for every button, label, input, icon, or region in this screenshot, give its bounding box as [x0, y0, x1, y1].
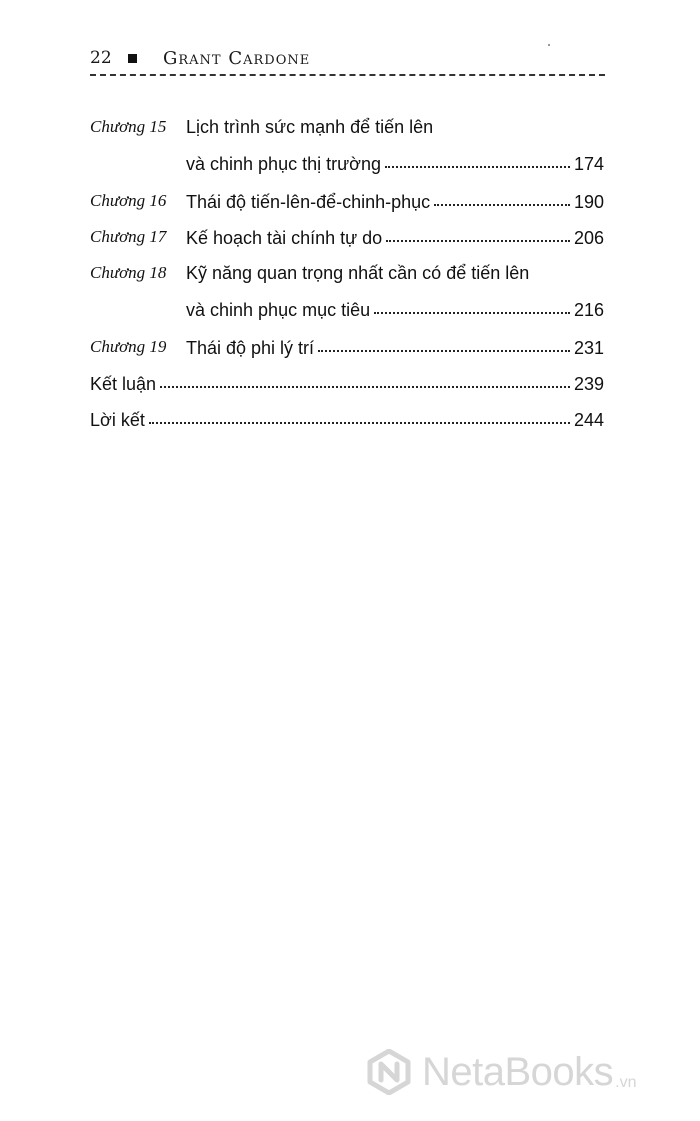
- square-bullet-icon: [128, 54, 137, 63]
- leader-dots: [434, 184, 570, 206]
- watermark: [366, 1042, 686, 1102]
- chapter-title: Thái độ phi lý trí: [186, 338, 315, 358]
- leader-dots: [318, 330, 570, 352]
- watermark-suffix: .vn: [615, 1074, 637, 1091]
- chapter-title: Kế hoạch tài chính tự do: [186, 228, 383, 248]
- toc-entry-ch15[interactable]: [90, 112, 604, 142]
- page-header: [90, 46, 605, 72]
- toc-entry-ch19[interactable]: [90, 332, 604, 362]
- watermark-text: NetaBooks: [422, 1049, 614, 1094]
- page-ref: 174: [573, 154, 604, 174]
- chapter-title: Lịch trình sức mạnh để tiến lên: [186, 117, 434, 137]
- leader-dots: [149, 402, 570, 424]
- toc-entry-ch18[interactable]: [90, 258, 604, 288]
- leader-dots: [386, 220, 570, 242]
- chapter-label: Chương 16: [90, 191, 167, 210]
- page-number: 22: [90, 48, 112, 68]
- page-ref: 216: [573, 300, 604, 320]
- page-ref: 231: [573, 338, 604, 358]
- chapter-label: Chương 15: [90, 117, 167, 136]
- chapter-title-cont: và chinh phục mục tiêu: [186, 300, 371, 320]
- chapter-title-cont: và chinh phục thị trường: [186, 154, 381, 174]
- page-ref: 190: [573, 192, 604, 212]
- page-ref: 244: [573, 410, 604, 430]
- netabooks-logo-icon: [366, 1049, 412, 1095]
- toc-entry-ch16[interactable]: [90, 186, 604, 216]
- toc-entry-conclusion[interactable]: [90, 368, 604, 398]
- chapter-label: Chương 19: [90, 337, 167, 356]
- page-ref: 239: [573, 374, 604, 394]
- toc-entry-ch15-cont[interactable]: [90, 148, 604, 178]
- page-ref: 206: [573, 228, 604, 248]
- chapter-title: Thái độ tiến-lên-để-chinh-phục: [186, 192, 431, 212]
- toc-entry-afterword[interactable]: [90, 404, 604, 434]
- chapter-title: Kỹ năng quan trọng nhất cần có để tiến lên: [186, 263, 530, 283]
- toc-entry-ch17[interactable]: [90, 222, 604, 252]
- toc-entry-ch18-cont[interactable]: [90, 294, 604, 324]
- leader-dots: [374, 292, 570, 314]
- leader-dots: [160, 366, 570, 388]
- leader-dots: [385, 146, 570, 168]
- print-speck: [548, 44, 550, 46]
- header-divider: [90, 74, 605, 76]
- running-head-author: Grant Cardone: [163, 48, 311, 69]
- chapter-label: Chương 18: [90, 263, 167, 282]
- section-title: Kết luận: [90, 374, 157, 394]
- section-title: Lời kết: [90, 410, 145, 430]
- chapter-label: Chương 17: [90, 227, 167, 246]
